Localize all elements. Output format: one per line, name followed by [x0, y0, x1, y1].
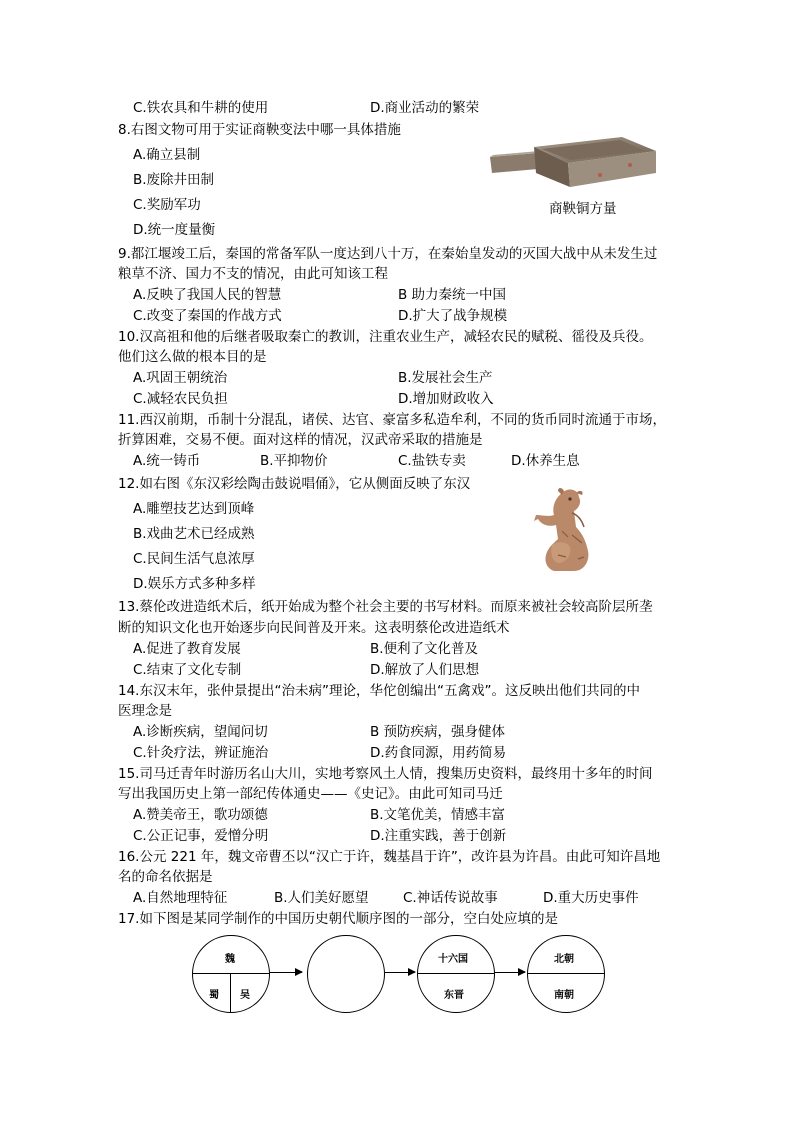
circle-blank — [307, 935, 385, 1013]
q13-option-a: A.促进了教育发展 — [133, 641, 241, 657]
figure-caption: 商鞅铜方量 — [549, 201, 617, 217]
q9-option-d: D.扩大了战争规模 — [398, 308, 508, 324]
question-10-line1: 10.汉高祖和他的后继者吸取秦亡的教训，注重农业生产，减轻农民的赋税、徭役及兵役。 — [118, 329, 653, 345]
label-northern-dynasties: 北朝 — [554, 954, 574, 965]
question-14-line2: 医理念是 — [118, 703, 172, 719]
q8-option-d: D.统一度量衡 — [133, 222, 216, 238]
q8-option-b: B.废除井田制 — [133, 172, 215, 188]
circle-sixteen-kingdoms — [417, 935, 495, 1013]
question-16-line1: 16.公元 221 年，魏文帝曹丕以“汉亡于许，魏基昌于许”，改许县为许昌。由此可知许昌地 — [118, 849, 661, 865]
arrow-right-icon — [495, 972, 525, 973]
q14-option-c: C.针灸疗法，辨证施治 — [133, 745, 269, 761]
question-8: 8.右图文物可用于实证商鞅变法中哪一具体措施 — [118, 122, 401, 138]
label-sixteen-kingdoms: 十六国 — [438, 954, 468, 965]
q15-option-b: B.文笔优美，情感丰富 — [370, 807, 506, 823]
question-11-line2: 折算困难，交易不便。面对这样的情况，汉武帝采取的措施是 — [118, 432, 483, 448]
q10-option-c: C.减轻农民负担 — [133, 391, 228, 407]
question-17: 17.如下图是某同学制作的中国历史朝代顺序图的一部分，空白处应填的是 — [118, 911, 558, 927]
q9-option-c: C.改变了秦国的作战方式 — [133, 308, 282, 324]
q8-option-c: C.奖励军功 — [133, 197, 201, 213]
q14-option-d: D.药食同源，用药简易 — [370, 745, 507, 761]
label-southern-dynasties: 南朝 — [554, 990, 574, 1001]
question-13-line2: 断的知识文化也开始逐步向民间普及开来。这表明蔡伦改进造纸术 — [118, 620, 510, 636]
label-wu: 吴 — [240, 990, 250, 1001]
q14-option-b: B 预防疾病，强身健体 — [370, 724, 506, 740]
divider-line — [418, 973, 494, 974]
q11-option-b: B.平抑物价 — [260, 453, 328, 469]
q8-option-a: A.确立县制 — [133, 147, 201, 163]
question-10-line2: 他们这么做的根本目的是 — [118, 349, 267, 365]
arrow-right-icon — [385, 972, 415, 973]
bronze-measure-image — [490, 135, 660, 190]
q10-option-a: A.巩固王朝统治 — [133, 370, 228, 386]
question-9-line2: 粮草不济、国力不支的情况，由此可知该工程 — [118, 266, 388, 282]
pottery-figurine-image — [532, 485, 600, 575]
q12-option-b: B.戏曲艺术已经成熟 — [133, 526, 255, 542]
circle-northern-southern — [527, 935, 605, 1013]
q13-option-d: D.解放了人们思想 — [370, 662, 480, 678]
q10-option-b: B.发展社会生产 — [398, 370, 493, 386]
q12-option-c: C.民间生活气息浓厚 — [133, 551, 255, 567]
question-13-line1: 13.蔡伦改进造纸术后，纸开始成为整个社会主要的书写材料。而原来被社会较高阶层所垄 — [118, 599, 653, 615]
label-wei: 魏 — [225, 954, 235, 965]
q12-option-d: D.娱乐方式多种多样 — [133, 576, 256, 592]
q9-option-a: A.反映了我国人民的智慧 — [133, 287, 282, 303]
question-15-line2: 写出我国历史上第一部纪传体通史——《史记》。由此可知司马迁 — [118, 786, 503, 802]
q15-option-a: A.赞美帝王，歌功颂德 — [133, 807, 268, 823]
question-15-line1: 15.司马迁青年时游历名山大川，实地考察风土人情，搜集历史资料，最终用十多年的时间 — [118, 766, 653, 782]
q7-option-c: C.铁农具和牛耕的使用 — [133, 100, 269, 116]
q10-option-d: D.增加财政收入 — [398, 391, 494, 407]
q13-option-b: B.便利了文化普及 — [370, 641, 479, 657]
question-14-line1: 14.东汉末年，张仲景提出“治未病”理论，华佗创编出“五禽戏”。这反映出他们共同的中 — [118, 683, 640, 699]
q15-option-d: D.注重实践，善于创新 — [370, 828, 507, 844]
label-shu: 蜀 — [209, 990, 219, 1001]
q12-option-a: A.雕塑技艺达到顶峰 — [133, 501, 255, 517]
q7-option-d: D.商业活动的繁荣 — [370, 100, 480, 116]
arrow-right-icon — [270, 972, 302, 973]
q16-option-c: C.神话传说故事 — [403, 890, 498, 906]
question-12: 12.如右图《东汉彩绘陶击鼓说唱俑》，它从侧面反映了东汉 — [118, 476, 471, 492]
q16-option-b: B.人们美好愿望 — [274, 890, 369, 906]
question-16-line2: 名的命名依据是 — [118, 869, 213, 885]
question-9-line1: 9.都江堰竣工后，秦国的常备军队一度达到八十万，在秦始皇发动的灭国大战中从未发生过 — [118, 246, 658, 262]
label-eastern-jin: 东晋 — [444, 990, 464, 1001]
q11-option-c: C.盐铁专卖 — [398, 453, 466, 469]
q9-option-b: B 助力秦统一中国 — [398, 287, 507, 303]
divider-line — [193, 973, 269, 974]
q13-option-c: C.结束了文化专制 — [133, 662, 242, 678]
q11-option-d: D.休养生息 — [511, 453, 580, 469]
question-11-line1: 11.西汉前期，币制十分混乱，诸侯、达官、豪富多私造牟利，不同的货币同时流通于市场， — [118, 412, 666, 428]
circle-three-kingdoms — [192, 935, 270, 1013]
q16-option-d: D.重大历史事件 — [543, 890, 639, 906]
q15-option-c: C.公正记事，爱憎分明 — [133, 828, 269, 844]
q11-option-a: A.统一铸币 — [133, 453, 201, 469]
divider-line — [230, 973, 231, 1012]
q14-option-a: A.诊断疾病，望闻问切 — [133, 724, 268, 740]
q16-option-a: A.自然地理特征 — [133, 890, 228, 906]
divider-line — [528, 973, 604, 974]
